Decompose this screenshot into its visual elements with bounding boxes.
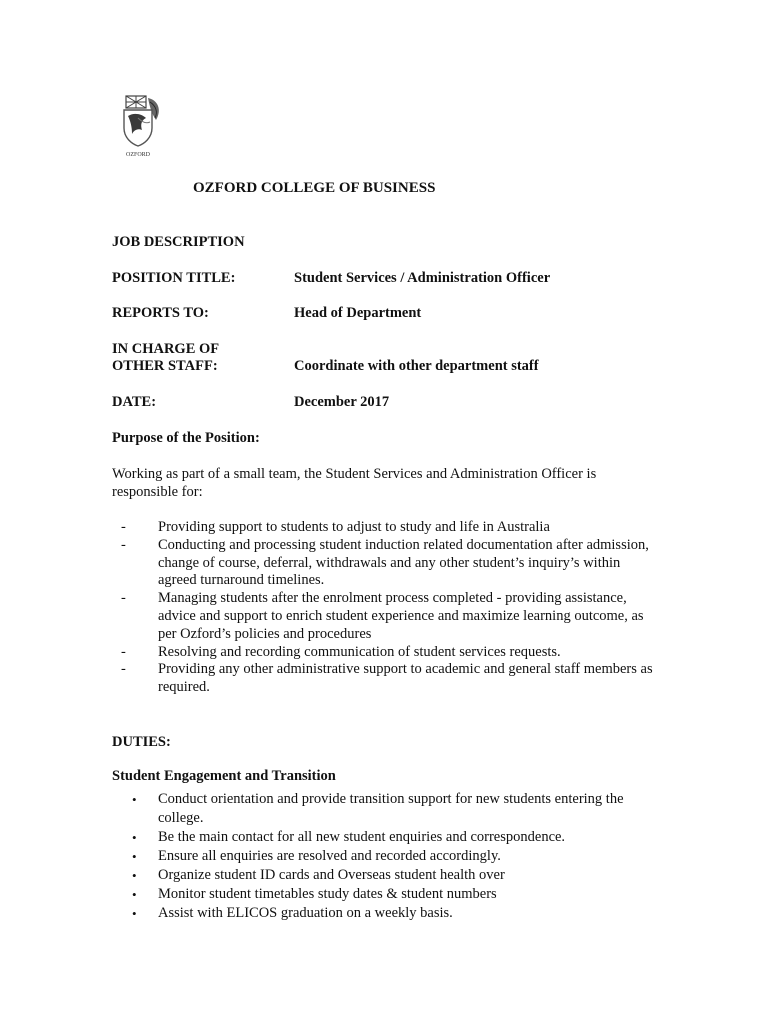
list-item — [112, 828, 657, 847]
dash-marker: - — [121, 643, 126, 660]
in-charge-value: Coordinate with other department staff — [294, 358, 539, 374]
dash-marker: - — [121, 661, 126, 678]
bullet-marker: • — [132, 887, 137, 902]
bullet-marker: • — [132, 906, 137, 921]
date-value: December 2017 — [294, 394, 390, 410]
list-item-text: Be the main contact for all new student enquiries and correspondence. — [158, 829, 566, 845]
ozford-logo — [116, 94, 164, 162]
position-title-label: POSITION TITLE: — [112, 270, 236, 286]
dash-marker: - — [121, 519, 126, 535]
student-engagement-heading: Student Engagement and Transition — [112, 768, 336, 784]
list-item — [112, 644, 657, 662]
list-item-text: Ensure all enquiries are resolved and recorded accordingly. — [158, 848, 501, 864]
reports-to-value: Head of Department — [294, 305, 422, 321]
list-item-text: Managing students after the enrolment process completed - providing assistance, advice and support to enrich student experience and maximize learning outcome, as per Ozford’s policies and procedures — [158, 590, 644, 642]
list-item-text: Organize student ID cards and Overseas student health over — [158, 867, 505, 883]
duties-heading: DUTIES: — [112, 734, 171, 750]
list-item-text: Conduct orientation and provide transition support for new students entering the college. — [158, 791, 624, 826]
list-item — [112, 519, 657, 537]
dash-marker: - — [121, 590, 126, 607]
logo-text: OZFORD — [125, 152, 151, 158]
list-item — [112, 790, 657, 828]
date-label: DATE: — [112, 394, 157, 410]
list-item-text: Providing any other administrative support to academic and general staff members as required. — [158, 661, 653, 696]
list-item — [112, 590, 657, 643]
list-item — [112, 537, 657, 590]
list-item — [112, 885, 657, 904]
in-charge-label — [112, 341, 219, 375]
list-item-text: Conducting and processing student induction related documentation after admission, change of course, deferral, withdrawals and any other student’s inquiry’s within agreed turnaround timelines. — [158, 536, 649, 589]
college-name: OZFORD COLLEGE OF BUSINESS — [193, 180, 436, 196]
list-item-text: Resolving and recording communication of student services requests. — [158, 643, 561, 660]
document-title: JOB DESCRIPTION — [112, 234, 245, 250]
crest-icon — [116, 94, 164, 162]
list-item — [112, 661, 657, 697]
in-charge-label-line2: OTHER STAFF: — [112, 358, 218, 374]
bullet-marker: • — [132, 868, 137, 883]
list-item — [112, 866, 657, 885]
in-charge-label-line1: IN CHARGE OF — [112, 341, 220, 357]
bullet-marker: • — [132, 830, 137, 845]
purpose-heading: Purpose of the Position: — [112, 430, 260, 446]
dash-marker: - — [121, 536, 126, 553]
reports-to-label: REPORTS TO: — [112, 305, 209, 321]
list-item-text: Providing support to students to adjust to study and life in Australia — [158, 519, 550, 535]
list-item — [112, 904, 657, 923]
purpose-list — [112, 519, 657, 697]
duties-list — [112, 790, 657, 923]
purpose-intro: Working as part of a small team, the Student Services and Administration Officer is responsible for: — [112, 466, 597, 500]
list-item-text: Assist with ELICOS graduation on a weekly basis. — [158, 905, 453, 921]
list-item — [112, 847, 657, 866]
bullet-marker: • — [132, 792, 137, 807]
list-item-text: Monitor student timetables study dates & student numbers — [158, 886, 497, 902]
bullet-marker: • — [132, 849, 137, 864]
position-title-value: Student Services / Administration Officer — [294, 270, 551, 286]
